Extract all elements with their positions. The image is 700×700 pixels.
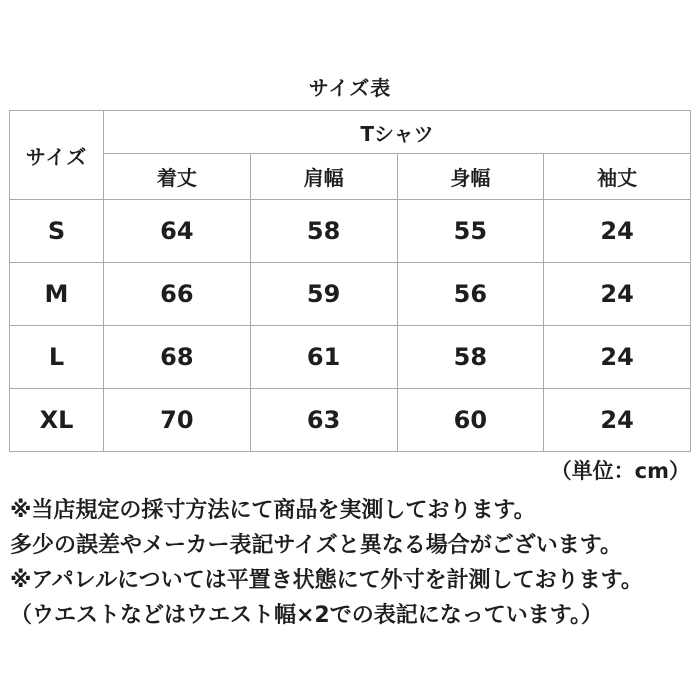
cell-value: 24 [544, 326, 691, 389]
cell-value: 55 [397, 200, 544, 263]
size-label: S [10, 200, 104, 263]
size-label: L [10, 326, 104, 389]
table-row-s [10, 200, 691, 263]
cell-value: 58 [250, 200, 397, 263]
cell-value: 61 [250, 326, 397, 389]
table-group-header-row [10, 111, 691, 154]
cell-value: 24 [544, 200, 691, 263]
note-line-tolerance: 多少の誤差やメーカー表記サイズと異なる場合がございます。 [10, 533, 623, 558]
cell-value: 60 [397, 389, 544, 452]
cell-value: 63 [250, 389, 397, 452]
unit-note: （単位：cm） [550, 459, 690, 483]
note-line-flat-measurement: ※アパレルについては平置き状態にて外寸を計測しております。 [10, 568, 643, 593]
table-row-xl [10, 389, 691, 452]
table-row-l [10, 326, 691, 389]
column-header-body-width: 身幅 [397, 154, 544, 200]
size-label: M [10, 263, 104, 326]
cell-value: 64 [104, 200, 251, 263]
measurement-notes [10, 493, 700, 633]
cell-value: 56 [397, 263, 544, 326]
table-row-m [10, 263, 691, 326]
product-group-header: Tシャツ [104, 111, 691, 154]
column-header-shoulder-width: 肩幅 [250, 154, 397, 200]
cell-value: 58 [397, 326, 544, 389]
cell-value: 66 [104, 263, 251, 326]
column-header-sleeve-length: 袖丈 [544, 154, 691, 200]
cell-value: 59 [250, 263, 397, 326]
note-line-waist-notation: （ウエストなどはウエスト幅×2での表記になっています。） [10, 603, 603, 628]
size-column-header: サイズ [10, 111, 104, 200]
page-title: サイズ表 [308, 76, 392, 100]
cell-value: 24 [544, 263, 691, 326]
cell-value: 24 [544, 389, 691, 452]
note-line-measurement-method: ※当店規定の採寸方法にて商品を実測しております。 [10, 498, 536, 523]
column-header-body-length: 着丈 [104, 154, 251, 200]
cell-value: 70 [104, 389, 251, 452]
table-column-header-row [10, 154, 691, 200]
size-label: XL [10, 389, 104, 452]
size-table [9, 110, 691, 452]
cell-value: 68 [104, 326, 251, 389]
